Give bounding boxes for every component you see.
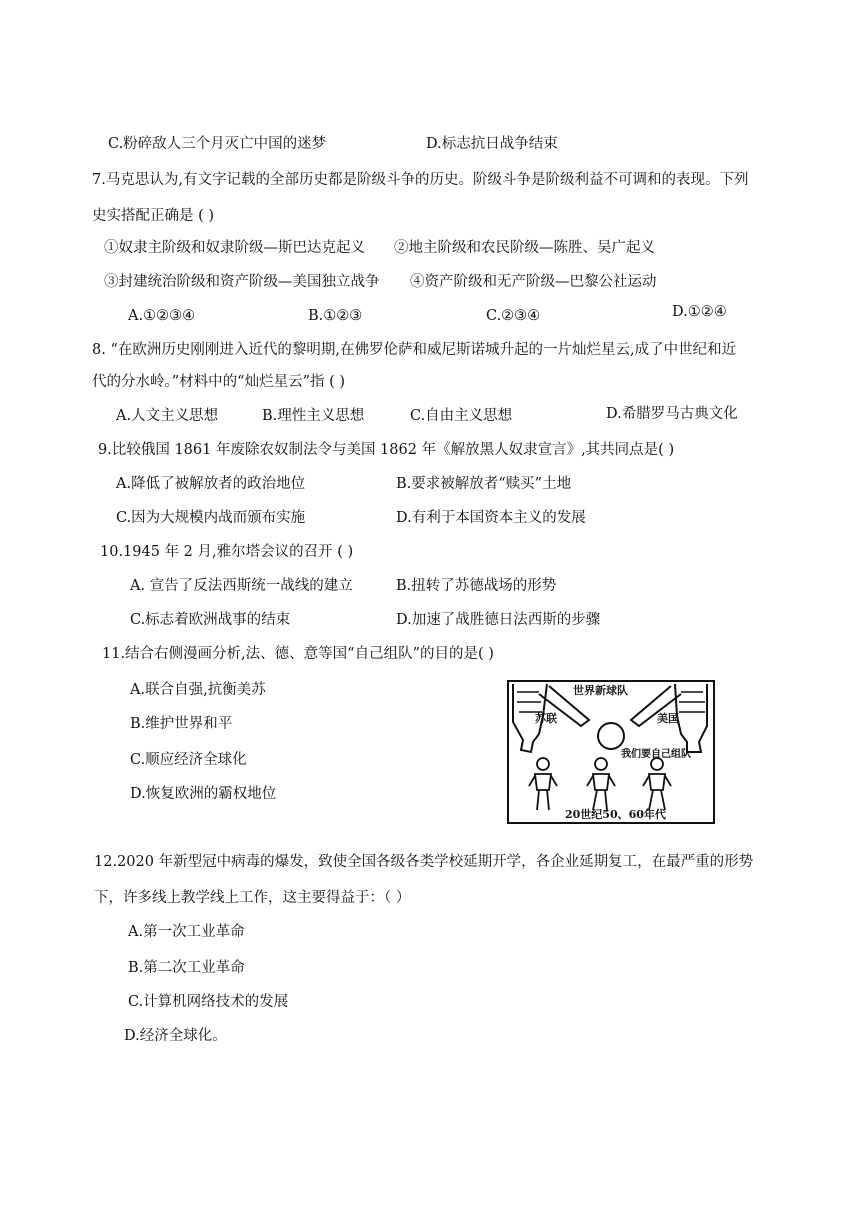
q7-option-b: B.①②③	[308, 308, 363, 324]
cartoon-speech: 我们要自己组队	[621, 749, 691, 760]
q7-option-a: A.①②③④	[128, 308, 196, 324]
q10-option-c: C.标志着欧洲战事的结束	[130, 612, 291, 628]
q8-option-b: B.理性主义思想	[262, 408, 365, 424]
q11-option-d: D.恢复欧洲的霸权地位	[130, 786, 277, 802]
q11-option-b: B.维护世界和平	[130, 716, 233, 732]
cartoon-caption: 20世纪50、60年代	[565, 808, 666, 821]
q8-option-a: A.人文主义思想	[116, 408, 219, 424]
q9-option-a: A.降低了被解放者的政治地位	[116, 476, 306, 492]
q9-stem: 9.比较俄国 1861 年废除农奴制法令与美国 1862 年《解放黑人奴隶宣言》,其共同点是( )	[98, 442, 675, 458]
q7-option-c: C.②③④	[486, 308, 541, 324]
q10-stem: 10.1945 年 2 月,雅尔塔会议的召开 ( )	[100, 544, 354, 560]
player-right	[643, 758, 671, 810]
q7-item-1: ①奴隶主阶级和奴隶阶级—斯巴达克起义	[104, 240, 365, 256]
q10-option-a: A. 宣告了反法西斯统一战线的建立	[130, 578, 353, 594]
q12-option-d: D.经济全球化。	[124, 1028, 227, 1044]
player-middle	[587, 758, 615, 810]
q7-option-d: D.①②④	[672, 304, 727, 320]
q12-option-c: C.计算机网络技术的发展	[128, 994, 289, 1010]
q7-item-2: ②地主阶级和农民阶级—陈胜、吴广起义	[394, 240, 655, 256]
q11-option-c: C.顺应经济全球化	[130, 752, 247, 768]
q9-option-d: D.有利于本国资本主义的发展	[396, 510, 586, 526]
q12-option-a: A.第一次工业革命	[128, 924, 245, 940]
q12-stem-line1: 12.2020 年新型冠中病毒的爆发，致使全国各级各类学校延期开学，各企业延期复工，在最严重的形势	[94, 854, 754, 870]
player-left	[529, 758, 557, 810]
cartoon-figure	[507, 680, 715, 824]
ball-icon	[598, 723, 624, 749]
q7-item-4: ④资产阶级和无产阶级—巴黎公社运动	[410, 274, 657, 290]
q12-option-b: B.第二次工业革命	[128, 960, 245, 976]
q7-stem-line1: 7.马克思认为,有文字记载的全部历史都是阶级斗争的历史。阶级斗争是阶级利益不可调和的表现。下列	[92, 172, 749, 188]
q9-option-c: C.因为大规模内战而颁布实施	[116, 510, 306, 526]
cartoon-title: 世界新球队	[573, 684, 628, 697]
q8-option-d: D.希腊罗马古典文化	[606, 406, 738, 422]
q10-option-d: D.加速了战胜德日法西斯的步骤	[396, 612, 601, 628]
q11-option-a: A.联合自强,抗衡美苏	[130, 682, 266, 698]
q8-stem-line2: 代的分水岭。”材料中的“灿烂星云”指 ( )	[92, 374, 346, 390]
q7-item-3: ③封建统治阶级和资产阶级—美国独立战争	[104, 274, 380, 290]
cartoon-label-usa: 美国	[657, 712, 679, 725]
q9-option-b: B.要求被解放者“赎买”土地	[396, 476, 572, 492]
cartoon-label-soviet: 苏联	[535, 712, 557, 725]
q11-stem: 11.结合右侧漫画分析,法、德、意等国“自己组队”的目的是( )	[102, 646, 494, 662]
q12-stem-line2: 下，许多线上教学线上工作，这主要得益于：（ ）	[94, 890, 411, 906]
q8-option-c: C.自由主义思想	[410, 408, 513, 424]
q8-stem-line1: 8. “在欧洲历史刚刚进入近代的黎明期,在佛罗伦萨和威尼斯诺城升起的一片灿烂星云,成了中世纪和近	[92, 342, 737, 358]
q7-stem-line2: 史实搭配正确是 ( )	[92, 208, 215, 224]
q6-option-d: D.标志抗日战争结束	[426, 136, 558, 152]
q10-option-b: B.扭转了苏德战场的形势	[396, 578, 557, 594]
q6-option-c: C.粉碎敌人三个月灭亡中国的迷梦	[108, 136, 327, 152]
